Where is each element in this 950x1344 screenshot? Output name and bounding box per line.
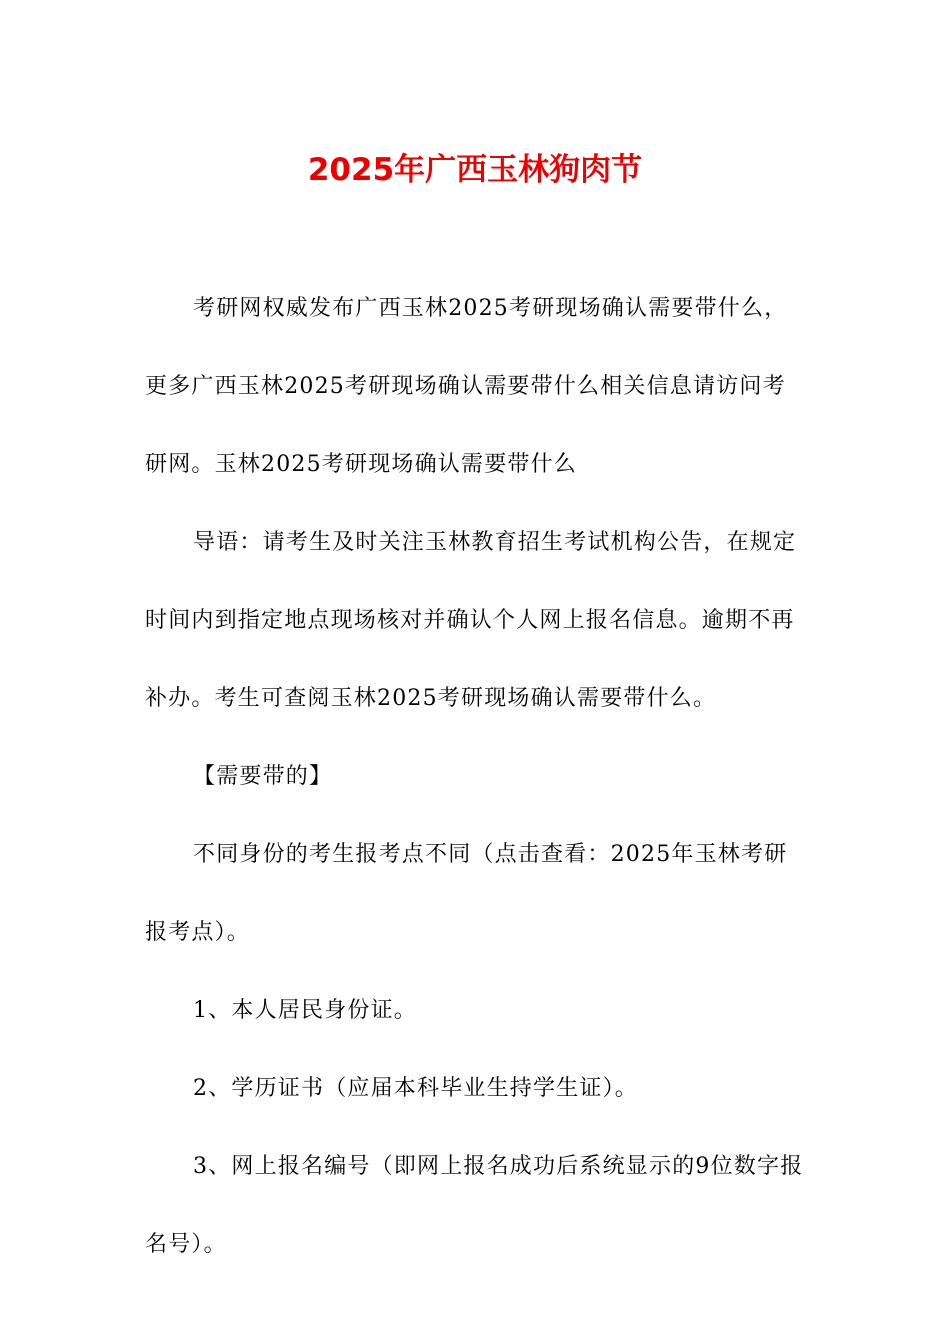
paragraph-intro: 考研网权威发布广西玉林2025考研现场确认需要带什么，更多广西玉林2025考研现场确认需要带什么相关信息请访问考研网。玉林2025考研现场确认需要带什么 — [145, 296, 788, 477]
section-heading-items: 【需要带的】 — [193, 764, 333, 789]
list-item-diploma: 2、学历证书（应届本科毕业生持学生证）。 — [193, 1076, 638, 1101]
paragraph-exam-sites: 不同身份的考生报考点不同（点击查看：2025年玉林考研报考点）。 — [145, 842, 788, 945]
paragraph-guide: 导语：请考生及时关注玉林教育招生考试机构公告，在规定时间内到指定地点现场核对并确认个人网上报名信息。逾期不再补办。考生可查阅玉林2025考研现场确认需要带什么。 — [145, 530, 797, 711]
list-item-registration-number: 3、网上报名编号（即网上报名成功后系统显示的9位数字报名号）。 — [145, 1154, 804, 1257]
list-item-id-card: 1、本人居民身份证。 — [193, 998, 417, 1023]
document-title: 2025年广西玉林狗肉节 — [307, 152, 643, 188]
document-body — [145, 270, 805, 1284]
